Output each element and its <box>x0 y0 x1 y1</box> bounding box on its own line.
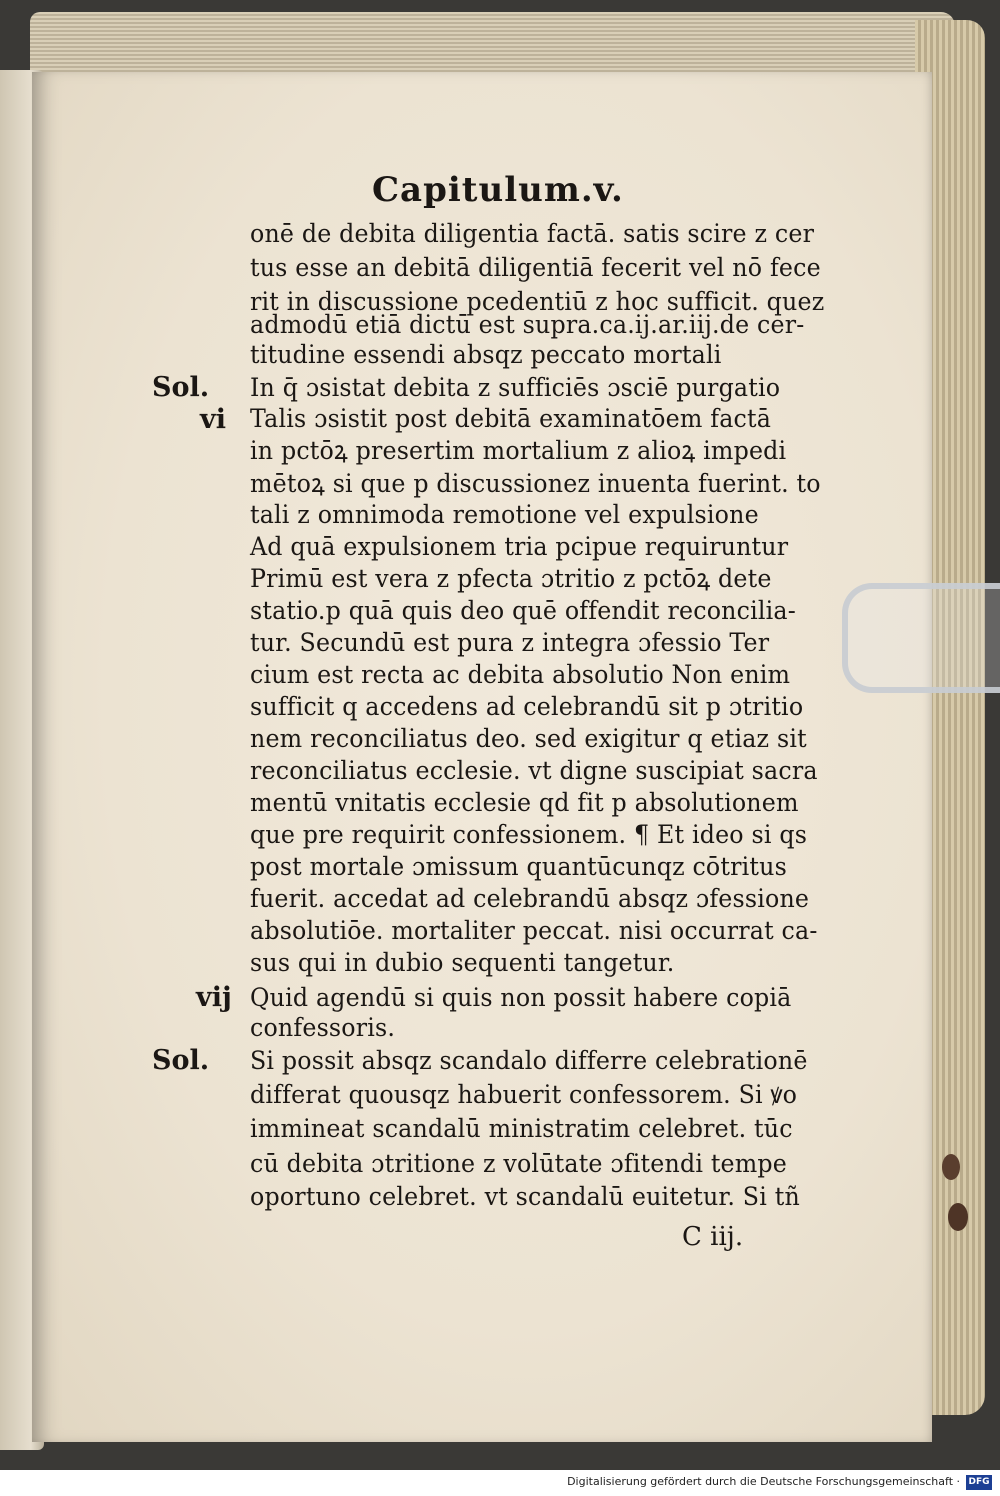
stain-mark <box>942 1154 960 1180</box>
page-clip <box>842 583 1000 693</box>
stain-mark <box>948 1203 968 1231</box>
text-line: que pre requirit confessionem. ¶ Et ideo si qs <box>250 820 808 850</box>
text-line: cium est recta ac debita absolutio Non enim <box>250 660 791 690</box>
text-line: in pctōꝝ presertim mortalium z alioꝝ impedi <box>250 436 787 466</box>
text-line: absolutiōe. mortaliter peccat. nisi occurrat ca- <box>250 916 818 946</box>
text-line: sufficit q accedens ad celebrandū sit p ɔtritio <box>250 692 804 722</box>
signature-mark: C iij. <box>682 1222 744 1252</box>
text-line: admodū etiā dictū est supra.ca.ij.ar.iij.de cer- <box>250 310 805 340</box>
text-line: tur. Secundū est pura z integra ɔfessio Ter <box>250 628 770 658</box>
text-line: confessoris. <box>250 1013 396 1043</box>
text-line: statio.p quā quis deo quē offendit reconcilia- <box>250 596 796 626</box>
text-line: Talis ɔsistit post debitā examinatōem factā <box>250 404 772 434</box>
text-line: reconciliatus ecclesie. vt digne suscipiat sacra <box>250 756 818 786</box>
text-line: titudine essendi absqz peccato mortali <box>250 340 722 370</box>
text-line: onē de debita diligentia factā. satis scire z cer <box>250 219 815 249</box>
dfg-logo-icon: DFG <box>966 1475 992 1490</box>
text-line: immineat scandalū ministratim celebret. tūc <box>250 1114 793 1144</box>
margin-note: Sol. <box>152 1045 210 1076</box>
margin-note: vij <box>196 982 232 1013</box>
text-line: tali z omnimoda remotione vel expulsione <box>250 500 759 530</box>
text-line: cū debita ɔtritione z volūtate ɔfitendi tempe <box>250 1149 788 1179</box>
text-line: mentū vnitatis ecclesie qd fit p absolutionem <box>250 788 799 818</box>
text-line: nem reconciliatus deo. sed exigitur q etiaz sit <box>250 724 807 754</box>
text-line: post mortale ɔmissum quantūcunqz cōtritus <box>250 852 787 882</box>
footer-bar <box>0 1470 1000 1496</box>
chapter-heading: Capitulum.v. <box>372 170 624 210</box>
text-line: Ad quā expulsionem tria pcipue requiruntur <box>250 532 789 562</box>
text-line: Quid agendū si quis non possit habere copiā <box>250 983 792 1013</box>
text-line: differat quousqz habuerit confessorem. Si ꝟo <box>250 1080 798 1110</box>
text-line: sus qui in dubio sequenti tangetur. <box>250 948 675 978</box>
text-line: rit in discussione pcedentiū z hoc sufficit. quez <box>250 287 825 317</box>
text-line: Primū est vera z pfecta ɔtritio z pctōꝝ dete <box>250 564 772 594</box>
text-line: fuerit. accedat ad celebrandū absqz ɔfessione <box>250 884 810 914</box>
margin-note: Sol. <box>152 372 210 403</box>
text-line: Si possit absqz scandalo differre celebrationē <box>250 1046 808 1076</box>
footer-credit: Digitalisierung gefördert durch die Deutsche Forschungsgemeinschaft · <box>567 1475 960 1488</box>
text-line: In q̄ ɔsistat debita z sufficiēs ɔsciē purgatio <box>250 373 781 403</box>
margin-note: vi <box>200 404 226 435</box>
text-line: tus esse an debitā diligentiā fecerit vel nō fece <box>250 253 821 283</box>
text-line: mētoꝝ si que p discussionez inuenta fuerint. to <box>250 469 821 499</box>
text-line: oportuno celebret. vt scandalū euitetur. Si tñ <box>250 1182 800 1212</box>
